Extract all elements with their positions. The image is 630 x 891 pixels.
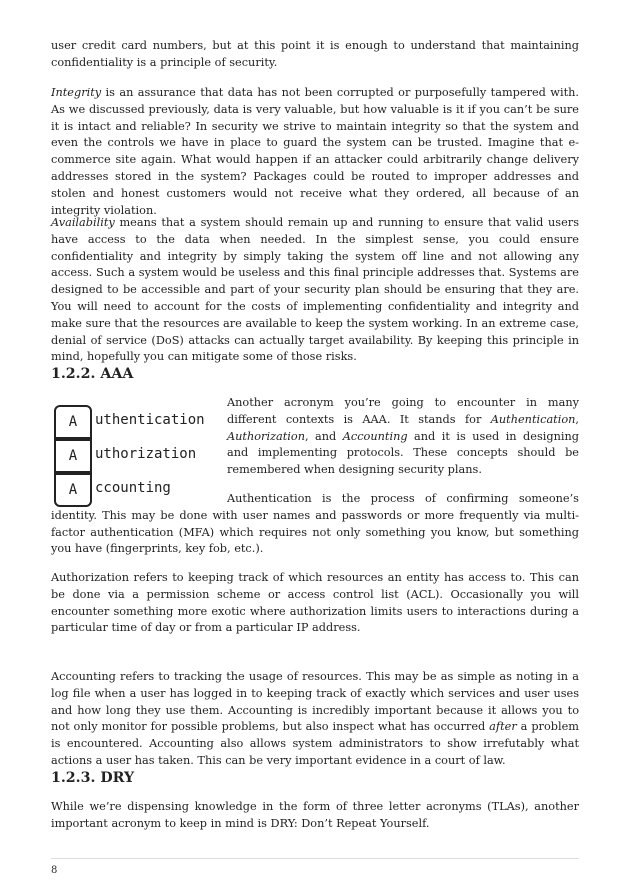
paragraph-integrity — [51, 85, 579, 219]
term-integrity: Integrity — [51, 86, 102, 99]
text-run: Another acronym you’re going to encounter in many different contexts is AAA. It stands for — [227, 396, 579, 426]
footer-divider — [51, 858, 579, 859]
paragraph-availability — [51, 215, 579, 366]
aaa-word-authorization: uthorization — [95, 446, 197, 462]
term-availability: Availability — [51, 216, 115, 229]
term-authorization: Authorization — [227, 429, 305, 443]
aaa-letter-box: A — [54, 439, 92, 473]
text-run: and it is used in designing and implementing protocols. These concepts should be remembered when designing security plans. — [227, 429, 580, 477]
paragraph-dry: While we’re dispensing knowledge in the form of three letter acronyms (TLAs), another important acronym to keep in mind is DRY: Don’t Repeat Yourself. — [51, 800, 579, 830]
paragraph-confidentiality-end: user credit card numbers, but at this point it is enough to understand that maintaining confidentiality is a principle of security. — [51, 39, 579, 69]
aaa-letter-box: A — [54, 405, 92, 439]
text-run: a problem is encountered. Accounting also allows system administrators to show irrefutably what actions a user has taken. This can be very important evidence in a court of law. — [51, 720, 579, 767]
aaa-section-body — [51, 395, 579, 558]
paragraph-accounting — [51, 669, 579, 770]
aaa-word-accounting: ccounting — [95, 480, 171, 496]
aaa-letter-box: A — [54, 473, 92, 507]
page-number: 8 — [51, 865, 58, 876]
section-heading-aaa: 1.2.2. AAA — [51, 366, 134, 382]
aaa-word-authentication: uthentication — [95, 412, 205, 428]
aaa-figure — [51, 395, 221, 507]
term-authentication: Authentication — [490, 412, 576, 426]
text-run: Accounting refers to tracking the usage of resources. This may be as simple as noting in a log file when a user has logged in to keeping track of exactly which services and user uses and how long they use them. Accounting is incredibly important because it allows you to not only monitor for possible problems, but also inspect what has occurred — [51, 670, 579, 734]
text-run: , — [575, 412, 579, 426]
text-run: , and — [304, 429, 343, 443]
paragraph-authentication: Authentication is the process of confirming someone’s identity. This may be done with user names and passwords or more frequently via multi-factor authentication (MFA) which requires not only something you know, but something you have (fingerprints, key fob, etc.). — [51, 491, 579, 556]
integrity-text: is an assurance that data has not been corrupted or purposefully tampered with. As we discussed previously, data is very valuable, but how valuable is it if you can’t be sure it is intact and reliable? In security we strive to maintain integrity so that the system and even the controls we have in place to guard the system can be trusted. Imagine that e-commerce site again. What would happen if an attacker could arbitrarily change delivery addresses stored in the system? Packages could be routed to improper addresses and stolen and honest customers would not receive what they ordered, all because of an integrity violation. — [51, 86, 579, 217]
paragraph-authorization: Authorization refers to keeping track of which resources an entity has access to. This can be done via a permission scheme or access control list (ACL). Occasionally you will encounter something more exotic where authorization limits users to interactions during a particular time of day or from a particular IP address. — [51, 571, 579, 635]
term-accounting: Accounting — [342, 429, 408, 443]
section-heading-dry: 1.2.3. DRY — [51, 770, 135, 786]
emphasis-after: after — [489, 720, 517, 734]
availability-text: means that a system should remain up and running to ensure that valid users have access to the data when needed. In the simplest sense, you could ensure confidentiality and integrity by simply taking the system off line and not allowing any access. Such a system would be useless and this final principle addresses that. Systems are designed to be accessible and part of your security plan should be ensuring that they are. You will need to account for the costs of implementing confidentiality and integrity and make sure that the resources are available to keep the system working. In an extreme case, denial of service (DoS) attacks can actually target availability. By keeping this principle in mind, hopefully you can mitigate some of those risks. — [51, 216, 579, 364]
